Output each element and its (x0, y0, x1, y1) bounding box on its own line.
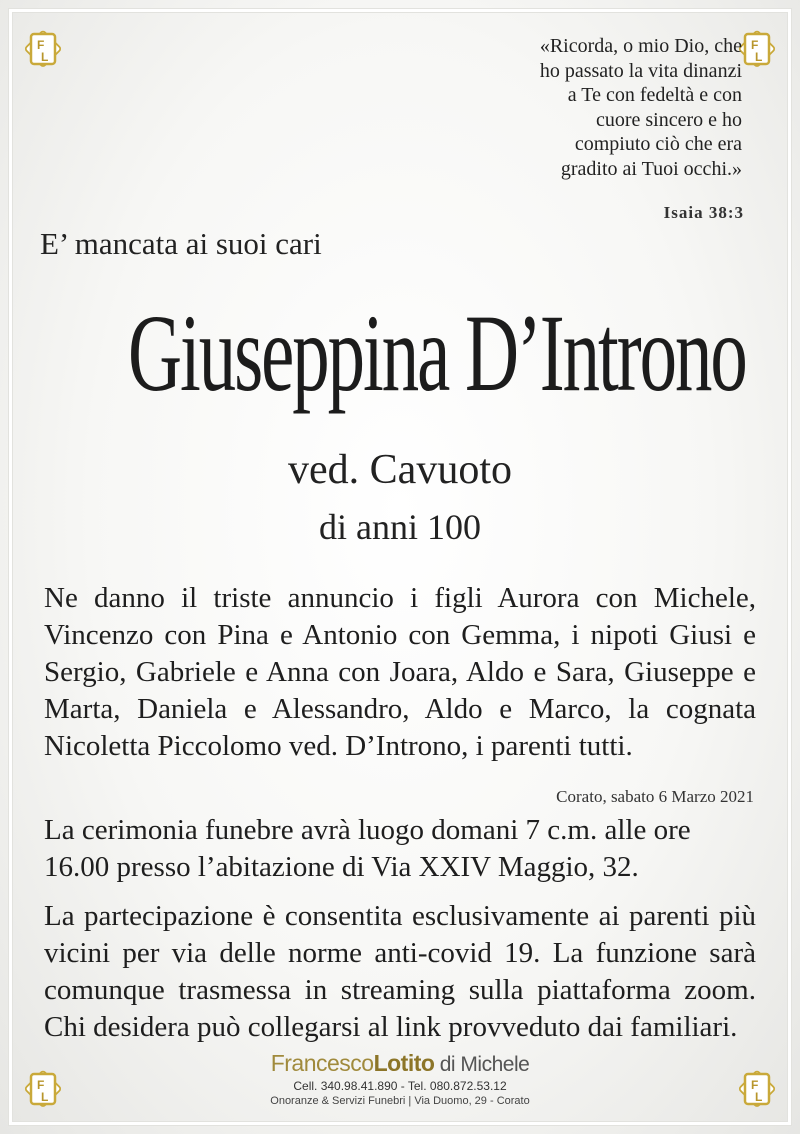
svg-text:L: L (755, 50, 763, 64)
quote-line: ho passato la vita dinanzi (539, 59, 742, 82)
svg-text:F: F (751, 1078, 759, 1092)
svg-text:F: F (37, 1078, 45, 1092)
quote-line: gradito ai Tuoi occhi.» (560, 157, 742, 180)
quote-reference: Isaia 38:3 (663, 203, 744, 222)
funeral-home-logo-icon (736, 28, 778, 70)
dateline: Corato, sabato 6 Marzo 2021 (556, 787, 754, 806)
svg-text:L: L (41, 1090, 49, 1104)
quote-line: a Te con fedeltà e con (567, 84, 742, 106)
participation-paragraph: La partecipazione è consentita esclusivamente ai parenti più vicini per via delle norme anti-covid 19. La funzione sarà comunque trasmessa in streaming sulla piattaforma zoom. Chi desidera può collegarsi al link provveduto dai familiari. (44, 900, 756, 1043)
deceased-age: di anni 100 (319, 507, 481, 547)
svg-text:L: L (41, 50, 49, 64)
quote-line: compiuto ciò che era (574, 133, 742, 155)
quote-line: «Ricorda, o mio Dio, che (539, 35, 742, 57)
deceased-name: Giuseppina D’Introno (128, 292, 746, 414)
announcement-paragraph: Ne danno il triste annuncio i figli Aurora con Michele, Vincenzo con Pina e Antonio con Gemma, i nipoti Giusi e Sergio, Gabriele e Anna con Joara, Aldo e Sara, Giuseppe e Marta, Daniela e Alessandro, Aldo e Marco, la cognata Nicoletta Piccolomo ved. D’Introno, i parenti tutti. (44, 582, 756, 762)
brand-suffix: di Michele (434, 1053, 530, 1076)
svg-text:L: L (755, 1090, 763, 1104)
contact-numbers: Cell. 340.98.41.890 - Tel. 080.872.53.12 (293, 1079, 507, 1093)
ceremony-paragraph: La cerimonia funebre avrà luogo domani 7 c.m. alle ore 16.00 presso l’abitazione di Via XXIV Maggio, 32. (44, 814, 691, 883)
bible-quote (442, 34, 742, 181)
brand-first-name: Francesco (270, 1050, 374, 1076)
svg-text:F: F (751, 38, 759, 52)
intro-text: E’ mancata ai suoi cari (40, 226, 322, 261)
quote-line: cuore sincero e ho (595, 108, 742, 131)
funeral-home-logo-icon (22, 28, 64, 70)
funeral-home-brand (0, 1050, 800, 1078)
svg-text:F: F (37, 38, 45, 52)
funeral-home-footer (0, 1050, 800, 1108)
married-name: ved. Cavuoto (288, 447, 512, 493)
brand-surname: Lotito (373, 1050, 435, 1076)
services-address: Onoranze & Servizi Funebri | Via Duomo, 29 - Corato (270, 1095, 530, 1107)
